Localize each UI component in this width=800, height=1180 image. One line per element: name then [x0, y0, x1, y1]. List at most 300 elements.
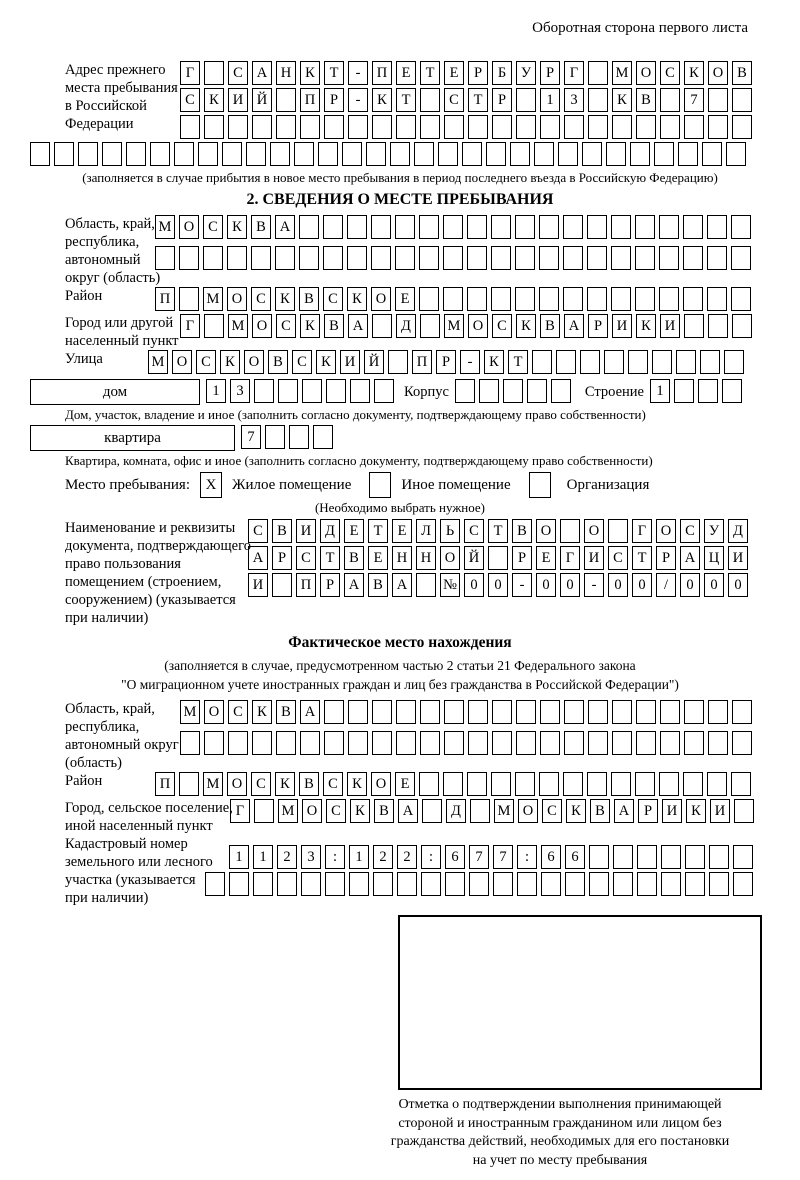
form-cell: Р	[324, 88, 344, 112]
form-cell: О	[468, 314, 488, 338]
form-cell: 0	[608, 573, 628, 597]
district-row	[155, 287, 755, 314]
actual-location-title: Фактическое место нахождения	[288, 634, 512, 651]
form-cell	[325, 872, 345, 896]
form-cell	[54, 142, 74, 166]
form-cell: 0	[728, 573, 748, 597]
form-cell	[300, 731, 320, 755]
form-cell	[635, 246, 655, 270]
form-cell: О	[708, 61, 728, 85]
form-cell: И	[728, 546, 748, 570]
form-cell	[515, 772, 535, 796]
form-cell	[491, 772, 511, 796]
form-cell	[488, 546, 508, 570]
form-cell	[732, 700, 752, 724]
form-cell: А	[348, 314, 368, 338]
form-cell: Т	[368, 519, 388, 543]
form-cell: Д	[728, 519, 748, 543]
korpus-label: Корпус	[404, 384, 449, 400]
city-row	[180, 314, 756, 341]
form-cell: В	[540, 314, 560, 338]
form-cell	[30, 142, 50, 166]
form-cell: К	[347, 287, 367, 311]
form-cell	[414, 142, 434, 166]
form-cell: Ц	[704, 546, 724, 570]
form-cell	[491, 246, 511, 270]
form-cell: Т	[508, 350, 528, 374]
form-cell	[397, 872, 417, 896]
form-cell	[516, 88, 536, 112]
form-cell	[580, 350, 600, 374]
form-cell	[661, 872, 681, 896]
form-cell: 6	[541, 845, 561, 869]
form-cell: 2	[277, 845, 297, 869]
form-cell	[539, 772, 559, 796]
region-row-1	[155, 215, 770, 242]
actual-district-field	[30, 772, 770, 799]
form-cell	[732, 731, 752, 755]
form-cell: 0	[704, 573, 724, 597]
actual-region-label	[65, 700, 180, 772]
form-cell	[371, 246, 391, 270]
form-cell	[683, 215, 703, 239]
form-cell	[564, 115, 584, 139]
form-cell: Й	[252, 88, 272, 112]
actual-settlement-label	[65, 799, 233, 835]
form-cell	[611, 287, 631, 311]
form-cell	[420, 314, 440, 338]
form-cell	[396, 700, 416, 724]
form-cell	[126, 142, 146, 166]
form-cell	[180, 731, 200, 755]
form-cell	[635, 287, 655, 311]
form-cell: 1	[206, 379, 226, 403]
cadastral-row-1	[229, 845, 770, 872]
form-cell: С	[492, 314, 512, 338]
form-cell	[612, 115, 632, 139]
form-cell: С	[196, 350, 216, 374]
form-cell	[660, 731, 680, 755]
label-line: в Российской	[65, 98, 147, 114]
form-cell	[582, 142, 602, 166]
form-cell	[636, 700, 656, 724]
form-cell: Р	[468, 61, 488, 85]
form-cell: С	[680, 519, 700, 543]
form-cell	[709, 872, 729, 896]
form-cell	[204, 731, 224, 755]
form-cell	[563, 215, 583, 239]
form-cell: 6	[445, 845, 465, 869]
form-cell	[683, 772, 703, 796]
label-line: Отметка о подтверждении выполнения принимающей	[398, 1097, 722, 1112]
form-cell: Л	[416, 519, 436, 543]
form-cell: В	[368, 573, 388, 597]
actual-region-field	[30, 700, 770, 772]
form-cell	[612, 700, 632, 724]
document-label	[65, 519, 251, 627]
stay-option-residential-checkbox: X	[200, 472, 222, 498]
label-line: на учет по месту пребывания	[472, 1152, 648, 1168]
form-cell: Н	[392, 546, 412, 570]
actual-region-grid	[180, 700, 770, 758]
form-cell: М	[228, 314, 248, 338]
form-cell: Т	[488, 519, 508, 543]
form-cell: В	[636, 88, 656, 112]
cadastral-row-2	[205, 872, 770, 899]
form-cell	[708, 700, 728, 724]
form-cell	[684, 115, 704, 139]
house-row	[30, 379, 770, 406]
form-cell: В	[299, 772, 319, 796]
form-cell	[468, 700, 488, 724]
form-cell: С	[228, 61, 248, 85]
form-cell	[516, 115, 536, 139]
stroenie-label: Строение	[584, 384, 644, 400]
form-cell: Е	[368, 546, 388, 570]
stay-type-hint: (Необходимо выбрать нужное)	[314, 500, 486, 515]
form-cell: И	[340, 350, 360, 374]
form-cell: Т	[468, 88, 488, 112]
label-line: Федерации	[65, 116, 134, 132]
form-cell	[678, 142, 698, 166]
form-cell	[455, 379, 475, 403]
form-cell: 0	[488, 573, 508, 597]
form-cell: /	[656, 573, 676, 597]
form-cell: А	[275, 215, 295, 239]
form-cell	[252, 731, 272, 755]
form-cell	[564, 700, 584, 724]
prev-address-row-2	[180, 88, 770, 115]
form-cell	[462, 142, 482, 166]
form-cell	[608, 519, 628, 543]
form-cell: С	[444, 88, 464, 112]
form-cell	[708, 88, 728, 112]
stay-option-other-checkbox	[369, 472, 391, 498]
form-cell: М	[203, 772, 223, 796]
form-cell: Г	[560, 546, 580, 570]
form-cell: К	[350, 799, 370, 823]
form-cell: К	[316, 350, 336, 374]
form-cell	[724, 350, 744, 374]
form-cell	[516, 731, 536, 755]
korpus-cells	[455, 379, 575, 406]
form-cell	[395, 215, 415, 239]
form-cell: М	[278, 799, 298, 823]
form-cell	[390, 142, 410, 166]
form-cell	[560, 519, 580, 543]
house-caption: Дом, участок, владение и иное (заполнить согласно документу, подтверждающему право собственности)	[65, 407, 646, 422]
stamp-caption	[330, 1096, 790, 1170]
document-row-1	[248, 519, 770, 546]
form-cell: 3	[564, 88, 584, 112]
form-cell	[445, 872, 465, 896]
form-cell	[251, 246, 271, 270]
form-cell	[707, 215, 727, 239]
form-cell	[587, 772, 607, 796]
form-cell	[660, 88, 680, 112]
form-cell	[587, 215, 607, 239]
form-cell: Д	[446, 799, 466, 823]
form-cell	[731, 246, 751, 270]
form-cell: О	[536, 519, 556, 543]
form-cell	[587, 246, 607, 270]
form-cell	[371, 215, 391, 239]
form-cell: В	[344, 546, 364, 570]
house-cells	[206, 379, 398, 406]
form-cell	[661, 845, 681, 869]
form-cell	[467, 215, 487, 239]
form-cell: И	[228, 88, 248, 112]
form-cell: В	[268, 350, 288, 374]
form-cell: :	[517, 845, 537, 869]
form-cell	[299, 215, 319, 239]
form-cell	[492, 731, 512, 755]
form-cell	[674, 379, 694, 403]
label-line: Кадастровый номер	[65, 836, 188, 852]
form-cell: Т	[324, 61, 344, 85]
form-cell	[198, 142, 218, 166]
form-cell: С	[251, 287, 271, 311]
prev-address-caption: (заполняется в случае прибытия в новое место пребывания в период последнего въезда в Российскую Федерацию)	[82, 170, 718, 185]
form-cell: Е	[395, 772, 415, 796]
form-cell	[732, 115, 752, 139]
stay-option-organization-checkbox	[529, 472, 551, 498]
form-cell: А	[392, 573, 412, 597]
form-cell	[709, 845, 729, 869]
form-cell: Г	[564, 61, 584, 85]
form-cell: И	[710, 799, 730, 823]
form-cell: 7	[684, 88, 704, 112]
form-cell: Р	[272, 546, 292, 570]
form-cell	[604, 350, 624, 374]
form-cell: М	[148, 350, 168, 374]
form-cell	[174, 142, 194, 166]
label-line: автономный округ	[65, 737, 179, 753]
label-line: Город или другой	[65, 315, 174, 331]
form-cell: И	[248, 573, 268, 597]
form-cell: 2	[373, 845, 393, 869]
form-cell: С	[608, 546, 628, 570]
form-cell	[366, 142, 386, 166]
form-cell	[276, 731, 296, 755]
label-line: республика,	[65, 719, 140, 735]
form-cell	[613, 845, 633, 869]
form-cell	[659, 772, 679, 796]
form-cell	[731, 287, 751, 311]
form-cell	[372, 731, 392, 755]
form-cell: П	[412, 350, 432, 374]
form-cell: С	[203, 215, 223, 239]
form-cell: Д	[320, 519, 340, 543]
form-cell	[589, 872, 609, 896]
form-cell: -	[348, 61, 368, 85]
form-cell	[444, 700, 464, 724]
form-cell	[540, 731, 560, 755]
form-cell: И	[660, 314, 680, 338]
form-cell	[539, 246, 559, 270]
form-cell	[684, 314, 704, 338]
actual-location-caption	[30, 656, 770, 694]
form-cell: 1	[253, 845, 273, 869]
form-cell	[150, 142, 170, 166]
form-cell	[444, 731, 464, 755]
form-cell	[527, 379, 547, 403]
form-cell: А	[614, 799, 634, 823]
form-cell	[470, 799, 490, 823]
form-cell: Б	[492, 61, 512, 85]
form-cell	[155, 246, 175, 270]
stay-type-row	[30, 472, 770, 498]
form-cell	[660, 115, 680, 139]
form-cell	[301, 872, 321, 896]
label-line: (заполняется в случае, предусмотренном частью 2 статьи 21 Федерального закона	[164, 658, 636, 673]
form-cell	[443, 772, 463, 796]
form-cell	[588, 731, 608, 755]
form-cell: С	[464, 519, 484, 543]
form-cell: К	[204, 88, 224, 112]
form-cell: О	[371, 287, 391, 311]
form-cell: В	[324, 314, 344, 338]
form-cell: А	[398, 799, 418, 823]
form-cell	[540, 700, 560, 724]
district-label: Район	[65, 288, 103, 304]
form-cell	[373, 872, 393, 896]
form-cell: У	[704, 519, 724, 543]
form-cell	[539, 215, 559, 239]
form-cell	[270, 142, 290, 166]
form-cell	[416, 573, 436, 597]
form-cell: П	[300, 88, 320, 112]
form-cell	[635, 215, 655, 239]
form-cell: 1	[349, 845, 369, 869]
form-cell	[731, 772, 751, 796]
apartment-box: квартира	[30, 425, 235, 451]
form-cell	[660, 700, 680, 724]
label-line: Область, край,	[65, 216, 155, 232]
form-cell: В	[299, 287, 319, 311]
form-cell	[683, 287, 703, 311]
form-cell	[253, 872, 273, 896]
form-cell	[204, 61, 224, 85]
region-field	[30, 215, 770, 287]
actual-district-label: Район	[65, 773, 103, 789]
form-cell: П	[155, 772, 175, 796]
apartment-caption: Квартира, комната, офис и иное (заполнить согласно документу, подтверждающему право собственности)	[65, 453, 653, 468]
form-cell: Н	[276, 61, 296, 85]
stroenie-cells	[650, 379, 746, 406]
form-cell	[563, 287, 583, 311]
form-cell: П	[155, 287, 175, 311]
form-cell	[254, 799, 274, 823]
cadastral-field	[30, 835, 770, 907]
document-row-2	[248, 546, 770, 573]
form-cell: А	[248, 546, 268, 570]
form-cell	[491, 287, 511, 311]
form-cell: Н	[416, 546, 436, 570]
form-cell	[612, 731, 632, 755]
form-cell: Р	[656, 546, 676, 570]
form-cell	[342, 142, 362, 166]
city-field	[30, 314, 770, 350]
label-line: при наличии)	[65, 610, 149, 626]
form-cell	[102, 142, 122, 166]
form-cell	[588, 61, 608, 85]
label-line: Наименование и реквизиты	[65, 520, 236, 536]
form-cell	[652, 350, 672, 374]
stay-type-label: Место пребывания:	[65, 476, 190, 493]
form-cell: -	[348, 88, 368, 112]
document-field	[30, 519, 770, 627]
form-cell	[700, 350, 720, 374]
form-cell	[708, 731, 728, 755]
form-cell	[276, 115, 296, 139]
form-cell	[563, 772, 583, 796]
form-cell: О	[371, 772, 391, 796]
district-field	[30, 287, 770, 314]
section2-title: 2. СВЕДЕНИЯ О МЕСТЕ ПРЕБЫВАНИЯ	[246, 191, 554, 208]
form-cell	[659, 246, 679, 270]
form-cell	[324, 700, 344, 724]
form-cell: О	[518, 799, 538, 823]
form-cell: К	[516, 314, 536, 338]
apartment-cells	[241, 425, 337, 452]
form-cell: 1	[650, 379, 670, 403]
form-cell	[734, 799, 754, 823]
form-cell: А	[252, 61, 272, 85]
form-cell	[468, 115, 488, 139]
form-cell: М	[155, 215, 175, 239]
prev-address-row-3	[180, 115, 770, 142]
form-cell	[252, 115, 272, 139]
form-cell	[659, 215, 679, 239]
form-cell	[179, 246, 199, 270]
stamp-area	[398, 915, 762, 1090]
form-cell	[228, 115, 248, 139]
document-row-3	[248, 573, 770, 600]
form-cell: Й	[464, 546, 484, 570]
form-cell: Д	[396, 314, 416, 338]
actual-region-row-2	[180, 731, 770, 758]
form-cell: 3	[301, 845, 321, 869]
form-cell: О	[227, 287, 247, 311]
form-cell	[272, 573, 292, 597]
form-cell: К	[372, 88, 392, 112]
form-cell: 7	[241, 425, 261, 449]
form-cell	[588, 700, 608, 724]
form-cell: О	[584, 519, 604, 543]
form-cell: Т	[420, 61, 440, 85]
street-label: Улица	[65, 351, 103, 367]
form-cell	[419, 246, 439, 270]
form-cell: К	[684, 61, 704, 85]
header-note: Оборотная сторона первого листа	[532, 20, 748, 36]
label-line: (область)	[65, 755, 122, 771]
form-cell	[732, 88, 752, 112]
form-cell	[684, 700, 704, 724]
form-cell: М	[203, 287, 223, 311]
form-cell: В	[374, 799, 394, 823]
actual-settlement-row	[230, 799, 758, 826]
form-cell: М	[494, 799, 514, 823]
form-cell: Е	[444, 61, 464, 85]
prev-address-row-4	[30, 142, 770, 169]
form-cell: Г	[230, 799, 250, 823]
form-cell: С	[180, 88, 200, 112]
label-line: право пользования	[65, 556, 181, 572]
form-cell	[707, 246, 727, 270]
form-cell: Й	[364, 350, 384, 374]
form-cell: В	[272, 519, 292, 543]
